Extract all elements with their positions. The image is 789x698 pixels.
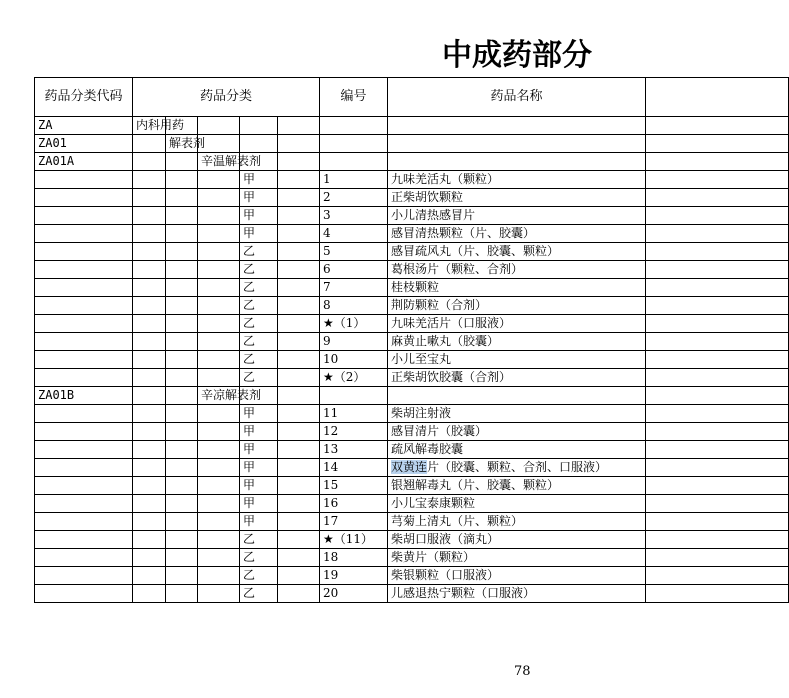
cell-extra bbox=[646, 441, 789, 459]
cell-grade: 乙 bbox=[240, 243, 278, 261]
cell-grade: 甲 bbox=[240, 171, 278, 189]
cell-category-level2 bbox=[166, 441, 198, 459]
cell-category-code bbox=[35, 549, 133, 567]
cell-grade: 乙 bbox=[240, 315, 278, 333]
cell-extra bbox=[646, 549, 789, 567]
cell-category-code bbox=[35, 441, 133, 459]
cell-category-level2 bbox=[166, 531, 198, 549]
header-name: 药品名称 bbox=[388, 78, 646, 117]
cell-category-level1 bbox=[133, 225, 166, 243]
cell-grade: 乙 bbox=[240, 567, 278, 585]
cell-extra bbox=[646, 333, 789, 351]
cell-category-level2 bbox=[166, 207, 198, 225]
cell-category-level2 bbox=[166, 225, 198, 243]
cell-category-level1 bbox=[133, 153, 166, 171]
cell-category-level2 bbox=[166, 153, 198, 171]
table-row bbox=[35, 207, 789, 225]
cell-category-code bbox=[35, 351, 133, 369]
cell-category-level2 bbox=[166, 549, 198, 567]
cell-blank bbox=[278, 189, 320, 207]
cell-number: 14 bbox=[320, 459, 388, 477]
table-row bbox=[35, 549, 789, 567]
cell-drug-name: 疏风解毒胶囊 bbox=[388, 441, 646, 459]
cell-category-level3 bbox=[198, 207, 240, 225]
cell-blank bbox=[278, 261, 320, 279]
cell-category-level3 bbox=[198, 333, 240, 351]
cell-blank bbox=[278, 531, 320, 549]
cell-blank bbox=[278, 495, 320, 513]
cell-drug-name bbox=[388, 135, 646, 153]
cell-category-level3 bbox=[198, 189, 240, 207]
cell-category-level2 bbox=[166, 171, 198, 189]
table-row bbox=[35, 405, 789, 423]
cell-category-level3 bbox=[198, 585, 240, 603]
cell-blank bbox=[278, 135, 320, 153]
cell-category-level2 bbox=[166, 495, 198, 513]
cell-extra bbox=[646, 171, 789, 189]
table-row bbox=[35, 459, 789, 477]
cell-category-level1 bbox=[133, 495, 166, 513]
cell-category-level3 bbox=[198, 315, 240, 333]
cell-number: 10 bbox=[320, 351, 388, 369]
cell-drug-name bbox=[388, 153, 646, 171]
page-title: 中成药部分 bbox=[442, 38, 592, 73]
cell-category-level3 bbox=[198, 459, 240, 477]
cell-grade: 甲 bbox=[240, 189, 278, 207]
table-row bbox=[35, 225, 789, 243]
cell-blank bbox=[278, 423, 320, 441]
cell-drug-name: 感冒清片（胶囊） bbox=[388, 423, 646, 441]
cell-grade bbox=[240, 135, 278, 153]
cell-extra bbox=[646, 495, 789, 513]
cell-category-level3 bbox=[198, 243, 240, 261]
cell-category-code bbox=[35, 369, 133, 387]
cell-category-level2 bbox=[166, 513, 198, 531]
cell-grade: 乙 bbox=[240, 261, 278, 279]
cell-category-level1 bbox=[133, 441, 166, 459]
cell-category-level3 bbox=[198, 567, 240, 585]
cell-category-level1 bbox=[133, 423, 166, 441]
cell-category-level1 bbox=[133, 567, 166, 585]
cell-category-level2 bbox=[166, 279, 198, 297]
cell-extra bbox=[646, 261, 789, 279]
cell-drug-name: 小儿宝泰康颗粒 bbox=[388, 495, 646, 513]
cell-category-code: ZA01B bbox=[35, 387, 133, 405]
cell-category-level1 bbox=[133, 369, 166, 387]
cell-category-level3: 辛凉解表剂 bbox=[198, 387, 240, 405]
cell-category-code bbox=[35, 243, 133, 261]
cell-category-level3 bbox=[198, 279, 240, 297]
cell-drug-name bbox=[388, 387, 646, 405]
cell-number: ★（1） bbox=[320, 315, 388, 333]
cell-drug-name: 柴银颗粒（口服液） bbox=[388, 567, 646, 585]
cell-number: 2 bbox=[320, 189, 388, 207]
cell-blank bbox=[278, 297, 320, 315]
cell-category-code bbox=[35, 333, 133, 351]
cell-grade: 乙 bbox=[240, 333, 278, 351]
cell-category-level3 bbox=[198, 423, 240, 441]
table-row bbox=[35, 315, 789, 333]
cell-category-level2 bbox=[166, 297, 198, 315]
cell-category-code bbox=[35, 207, 133, 225]
cell-grade: 乙 bbox=[240, 279, 278, 297]
cell-category-level2 bbox=[166, 567, 198, 585]
cell-category-level2 bbox=[166, 387, 198, 405]
cell-extra bbox=[646, 405, 789, 423]
cell-drug-name: 银翘解毒丸（片、胶囊、颗粒） bbox=[388, 477, 646, 495]
cell-category-code bbox=[35, 261, 133, 279]
cell-category-code bbox=[35, 459, 133, 477]
cell-blank bbox=[278, 549, 320, 567]
cell-category-level1 bbox=[133, 531, 166, 549]
cell-grade: 甲 bbox=[240, 495, 278, 513]
cell-category-code bbox=[35, 189, 133, 207]
cell-category-level1 bbox=[133, 333, 166, 351]
cell-drug-name: 桂枝颗粒 bbox=[388, 279, 646, 297]
cell-drug-name: 柴胡注射液 bbox=[388, 405, 646, 423]
cell-drug-name: 小儿至宝丸 bbox=[388, 351, 646, 369]
cell-category-level1 bbox=[133, 243, 166, 261]
cell-extra bbox=[646, 243, 789, 261]
header-row bbox=[35, 78, 789, 117]
cell-category-level3 bbox=[198, 171, 240, 189]
cell-category-level3 bbox=[198, 531, 240, 549]
cell-category-code bbox=[35, 567, 133, 585]
cell-number: 17 bbox=[320, 513, 388, 531]
cell-drug-name: 葛根汤片（颗粒、合剂） bbox=[388, 261, 646, 279]
cell-extra bbox=[646, 279, 789, 297]
cell-extra bbox=[646, 315, 789, 333]
cell-drug-name: 儿感退热宁颗粒（口服液） bbox=[388, 585, 646, 603]
cell-category-level3 bbox=[198, 225, 240, 243]
cell-number: 13 bbox=[320, 441, 388, 459]
table-row bbox=[35, 153, 789, 171]
cell-number: 8 bbox=[320, 297, 388, 315]
cell-blank bbox=[278, 567, 320, 585]
table-row bbox=[35, 333, 789, 351]
cell-category-code bbox=[35, 279, 133, 297]
cell-category-level1 bbox=[133, 315, 166, 333]
page-number: 78 bbox=[514, 664, 531, 679]
cell-category-code bbox=[35, 297, 133, 315]
cell-blank bbox=[278, 117, 320, 135]
cell-category-level2 bbox=[166, 585, 198, 603]
cell-blank bbox=[278, 441, 320, 459]
table-row bbox=[35, 423, 789, 441]
cell-category-level1 bbox=[133, 585, 166, 603]
cell-drug-name: 芎菊上清丸（片、颗粒） bbox=[388, 513, 646, 531]
cell-drug-name: 九味羌活丸（颗粒） bbox=[388, 171, 646, 189]
cell-category-level2 bbox=[166, 315, 198, 333]
cell-extra bbox=[646, 459, 789, 477]
cell-category-code bbox=[35, 531, 133, 549]
cell-category-level1 bbox=[133, 549, 166, 567]
cell-drug-name: 感冒疏风丸（片、胶囊、颗粒） bbox=[388, 243, 646, 261]
cell-drug-name: 正柴胡饮颗粒 bbox=[388, 189, 646, 207]
table-row bbox=[35, 585, 789, 603]
cell-number bbox=[320, 117, 388, 135]
cell-category-code bbox=[35, 405, 133, 423]
cell-grade: 甲 bbox=[240, 225, 278, 243]
cell-grade: 乙 bbox=[240, 369, 278, 387]
table-row bbox=[35, 297, 789, 315]
cell-blank bbox=[278, 315, 320, 333]
cell-category-level1 bbox=[133, 459, 166, 477]
cell-blank bbox=[278, 243, 320, 261]
cell-category-level1 bbox=[133, 387, 166, 405]
table-row bbox=[35, 117, 789, 135]
cell-category-level2 bbox=[166, 405, 198, 423]
cell-number: 12 bbox=[320, 423, 388, 441]
table-body bbox=[35, 117, 789, 603]
cell-number: 6 bbox=[320, 261, 388, 279]
cell-number: 15 bbox=[320, 477, 388, 495]
cell-number bbox=[320, 135, 388, 153]
header-number: 编号 bbox=[320, 78, 388, 117]
cell-blank bbox=[278, 585, 320, 603]
cell-category-level3 bbox=[198, 477, 240, 495]
cell-grade: 甲 bbox=[240, 441, 278, 459]
cell-category-level3 bbox=[198, 495, 240, 513]
cell-number: ★（11） bbox=[320, 531, 388, 549]
cell-blank bbox=[278, 477, 320, 495]
cell-extra bbox=[646, 351, 789, 369]
cell-category-level2 bbox=[166, 243, 198, 261]
cell-category-level2 bbox=[166, 369, 198, 387]
header-code: 药品分类代码 bbox=[35, 78, 133, 117]
cell-extra bbox=[646, 153, 789, 171]
cell-number bbox=[320, 387, 388, 405]
cell-category-level1: 内科用药 bbox=[133, 117, 166, 135]
cell-category-level3 bbox=[198, 369, 240, 387]
cell-grade: 甲 bbox=[240, 207, 278, 225]
table-row bbox=[35, 189, 789, 207]
cell-extra bbox=[646, 567, 789, 585]
table-row bbox=[35, 567, 789, 585]
header-category: 药品分类 bbox=[133, 78, 320, 117]
cell-category-level3 bbox=[198, 117, 240, 135]
cell-category-code bbox=[35, 225, 133, 243]
cell-category-level1 bbox=[133, 207, 166, 225]
cell-number: 3 bbox=[320, 207, 388, 225]
cell-number: 18 bbox=[320, 549, 388, 567]
cell-extra bbox=[646, 207, 789, 225]
cell-grade: 乙 bbox=[240, 549, 278, 567]
cell-category-level3 bbox=[198, 261, 240, 279]
cell-category-level1 bbox=[133, 189, 166, 207]
cell-category-level2: 解表剂 bbox=[166, 135, 198, 153]
cell-category-code: ZA bbox=[35, 117, 133, 135]
cell-number: 20 bbox=[320, 585, 388, 603]
cell-category-level3 bbox=[198, 441, 240, 459]
table-row bbox=[35, 477, 789, 495]
table-row bbox=[35, 135, 789, 153]
cell-number bbox=[320, 153, 388, 171]
cell-drug-name bbox=[388, 117, 646, 135]
table-row bbox=[35, 171, 789, 189]
cell-number: 5 bbox=[320, 243, 388, 261]
cell-extra bbox=[646, 531, 789, 549]
cell-category-code bbox=[35, 495, 133, 513]
cell-drug-name: 柴黄片（颗粒） bbox=[388, 549, 646, 567]
cell-drug-name: 正柴胡饮胶囊（合剂） bbox=[388, 369, 646, 387]
cell-category-code bbox=[35, 423, 133, 441]
table-row bbox=[35, 495, 789, 513]
cell-category-level2 bbox=[166, 477, 198, 495]
table-row bbox=[35, 441, 789, 459]
cell-category-level2 bbox=[166, 333, 198, 351]
cell-number: 7 bbox=[320, 279, 388, 297]
cell-number: ★（2） bbox=[320, 369, 388, 387]
cell-category-level1 bbox=[133, 261, 166, 279]
text-selection-highlight[interactable]: 双黄连 bbox=[391, 460, 428, 474]
cell-extra bbox=[646, 225, 789, 243]
cell-extra bbox=[646, 189, 789, 207]
cell-category-code bbox=[35, 477, 133, 495]
cell-grade: 乙 bbox=[240, 585, 278, 603]
cell-blank bbox=[278, 225, 320, 243]
cell-drug-name: 荆防颗粒（合剂） bbox=[388, 297, 646, 315]
cell-blank bbox=[278, 351, 320, 369]
cell-grade: 甲 bbox=[240, 513, 278, 531]
cell-category-level3: 辛温解表剂 bbox=[198, 153, 240, 171]
cell-extra bbox=[646, 423, 789, 441]
cell-category-level1 bbox=[133, 405, 166, 423]
cell-extra bbox=[646, 297, 789, 315]
cell-category-level1 bbox=[133, 171, 166, 189]
cell-drug-name: 柴胡口服液（滴丸） bbox=[388, 531, 646, 549]
cell-category-level1 bbox=[133, 477, 166, 495]
cell-drug-name: 九味羌活片（口服液） bbox=[388, 315, 646, 333]
cell-drug-name: 麻黄止嗽丸（胶囊） bbox=[388, 333, 646, 351]
cell-category-code bbox=[35, 513, 133, 531]
cell-number: 16 bbox=[320, 495, 388, 513]
cell-blank bbox=[278, 279, 320, 297]
cell-blank bbox=[278, 369, 320, 387]
cell-category-code bbox=[35, 315, 133, 333]
cell-category-code: ZA01A bbox=[35, 153, 133, 171]
cell-category-code: ZA01 bbox=[35, 135, 133, 153]
cell-blank bbox=[278, 333, 320, 351]
cell-grade: 甲 bbox=[240, 477, 278, 495]
cell-number: 9 bbox=[320, 333, 388, 351]
cell-category-level3 bbox=[198, 405, 240, 423]
cell-category-level3 bbox=[198, 297, 240, 315]
cell-extra bbox=[646, 477, 789, 495]
cell-category-level2 bbox=[166, 459, 198, 477]
table-row bbox=[35, 279, 789, 297]
cell-extra bbox=[646, 117, 789, 135]
table-row bbox=[35, 513, 789, 531]
header-extra bbox=[646, 78, 789, 117]
table-row bbox=[35, 531, 789, 549]
table-row bbox=[35, 243, 789, 261]
cell-category-level3 bbox=[198, 513, 240, 531]
cell-number: 1 bbox=[320, 171, 388, 189]
cell-category-code bbox=[35, 585, 133, 603]
cell-extra bbox=[646, 585, 789, 603]
cell-category-code bbox=[35, 171, 133, 189]
cell-grade: 甲 bbox=[240, 405, 278, 423]
cell-blank bbox=[278, 405, 320, 423]
cell-blank bbox=[278, 513, 320, 531]
cell-blank bbox=[278, 459, 320, 477]
cell-category-level2 bbox=[166, 261, 198, 279]
cell-grade: 甲 bbox=[240, 459, 278, 477]
table-row bbox=[35, 369, 789, 387]
cell-blank bbox=[278, 171, 320, 189]
cell-category-level1 bbox=[133, 513, 166, 531]
cell-extra bbox=[646, 369, 789, 387]
cell-category-level1 bbox=[133, 351, 166, 369]
cell-grade: 乙 bbox=[240, 531, 278, 549]
cell-category-level3 bbox=[198, 351, 240, 369]
cell-category-level1 bbox=[133, 297, 166, 315]
cell-category-level2 bbox=[166, 423, 198, 441]
cell-category-level3 bbox=[198, 549, 240, 567]
table-row bbox=[35, 351, 789, 369]
cell-blank bbox=[278, 207, 320, 225]
cell-extra bbox=[646, 513, 789, 531]
cell-category-level1 bbox=[133, 135, 166, 153]
cell-category-level1 bbox=[133, 279, 166, 297]
cell-grade: 甲 bbox=[240, 423, 278, 441]
cell-extra bbox=[646, 135, 789, 153]
cell-drug-name bbox=[388, 459, 646, 477]
cell-drug-name: 感冒清热颗粒（片、胶囊） bbox=[388, 225, 646, 243]
table-row bbox=[35, 387, 789, 405]
cell-number: 19 bbox=[320, 567, 388, 585]
drug-table bbox=[34, 77, 789, 603]
cell-category-level2 bbox=[166, 351, 198, 369]
cell-grade bbox=[240, 117, 278, 135]
cell-blank bbox=[278, 153, 320, 171]
cell-category-level2 bbox=[166, 189, 198, 207]
cell-blank bbox=[278, 387, 320, 405]
cell-extra bbox=[646, 387, 789, 405]
cell-drug-name: 小儿清热感冒片 bbox=[388, 207, 646, 225]
table-row bbox=[35, 261, 789, 279]
cell-grade: 乙 bbox=[240, 351, 278, 369]
cell-number: 4 bbox=[320, 225, 388, 243]
cell-grade: 乙 bbox=[240, 297, 278, 315]
drug-name-rest: 片（胶囊、颗粒、合剂、口服液） bbox=[427, 460, 608, 474]
cell-number: 11 bbox=[320, 405, 388, 423]
